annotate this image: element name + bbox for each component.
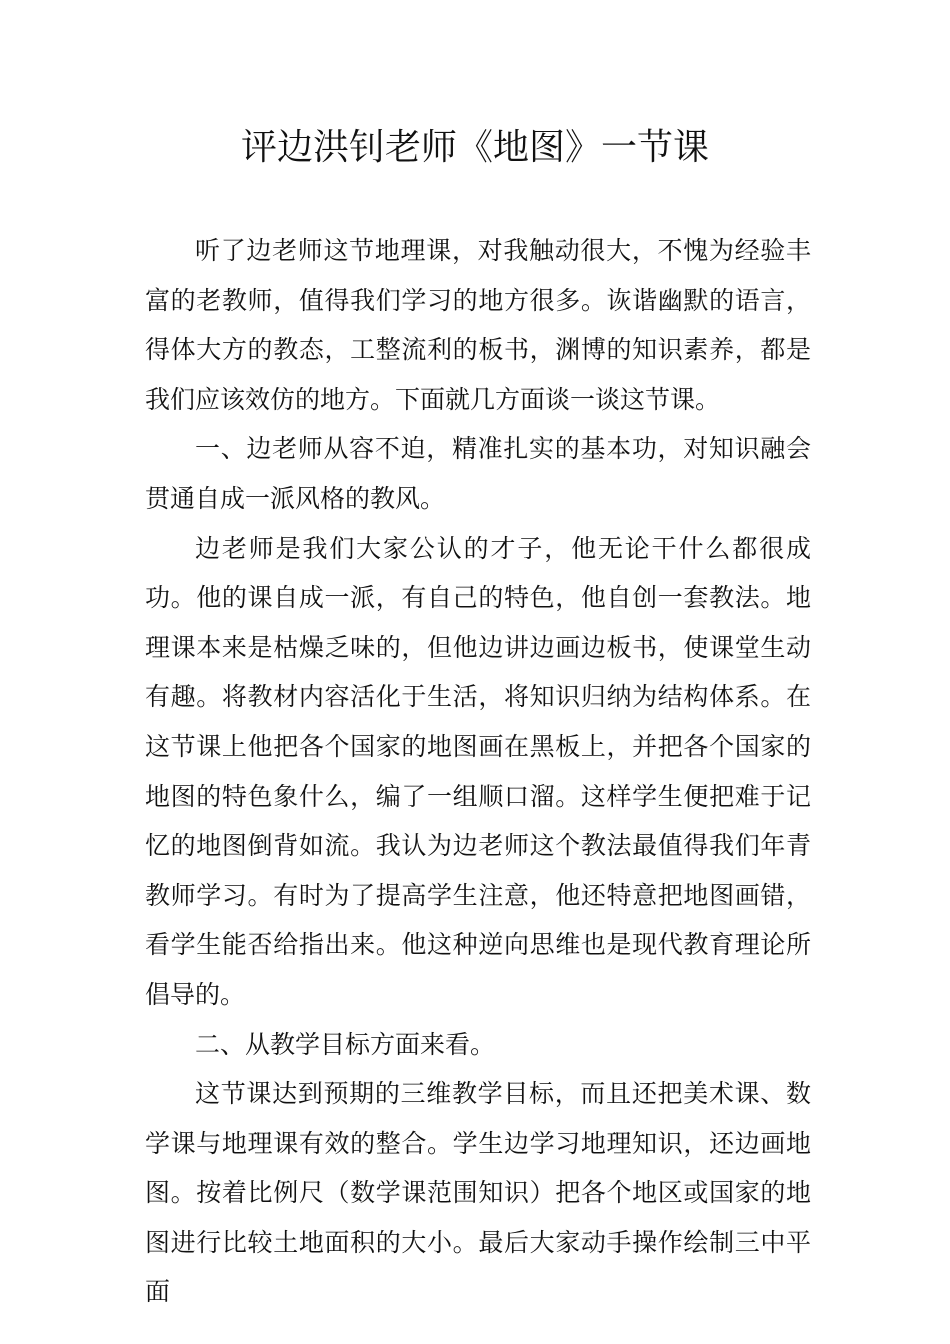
document-body (145, 226, 811, 1317)
document-title: 评边洪钊老师《地图》一节课 (240, 127, 709, 168)
paragraph-intro: 听了边老师这节地理课，对我触动很大，不愧为经验丰富的老教师，值得我们学习的地方很多。诙谐幽默的语言，得体大方的教态，工整流利的板书，渊博的知识素养，都是我们应该效仿的地方。下面就几方面谈一谈这节课。 (145, 236, 811, 414)
paragraph-section-one-heading: 一、边老师从容不迫，精准扎实的基本功，对知识融会贯通自成一派风格的教风。 (145, 434, 811, 513)
paragraph-section-one-body: 边老师是我们大家公认的才子，他无论干什么都很成功。他的课自成一派，有自己的特色，他自创一套教法。地理课本来是枯燥乏味的，但他边讲边画边板书，使课堂生动有趣。将教材内容活化于生活，将知识归纳为结构体系。在这节课上他把各个国家的地图画在黑板上，并把各个国家的地图的特色象什么，编了一组顺口溜。这样学生便把难于记忆的地图倒背如流。我认为边老师这个教法最值得我们年青教师学习。有时为了提高学生注意，他还特意把地图画错，看学生能否给指出来。他这种逆向思维也是现代教育理论所倡导的。 (145, 533, 811, 1009)
paragraph-section-two-body: 这节课达到预期的三维教学目标，而且还把美术课、数学课与地理课有效的整合。学生边学习地理知识，还边画地图。按着比例尺（数学课范围知识）把各个地区或国家的地图进行比较土地面积的大小。最后大家动手操作绘制三中平面 (145, 1079, 811, 1307)
paragraph-section-two-heading: 二、从教学目标方面来看。 (195, 1029, 496, 1059)
